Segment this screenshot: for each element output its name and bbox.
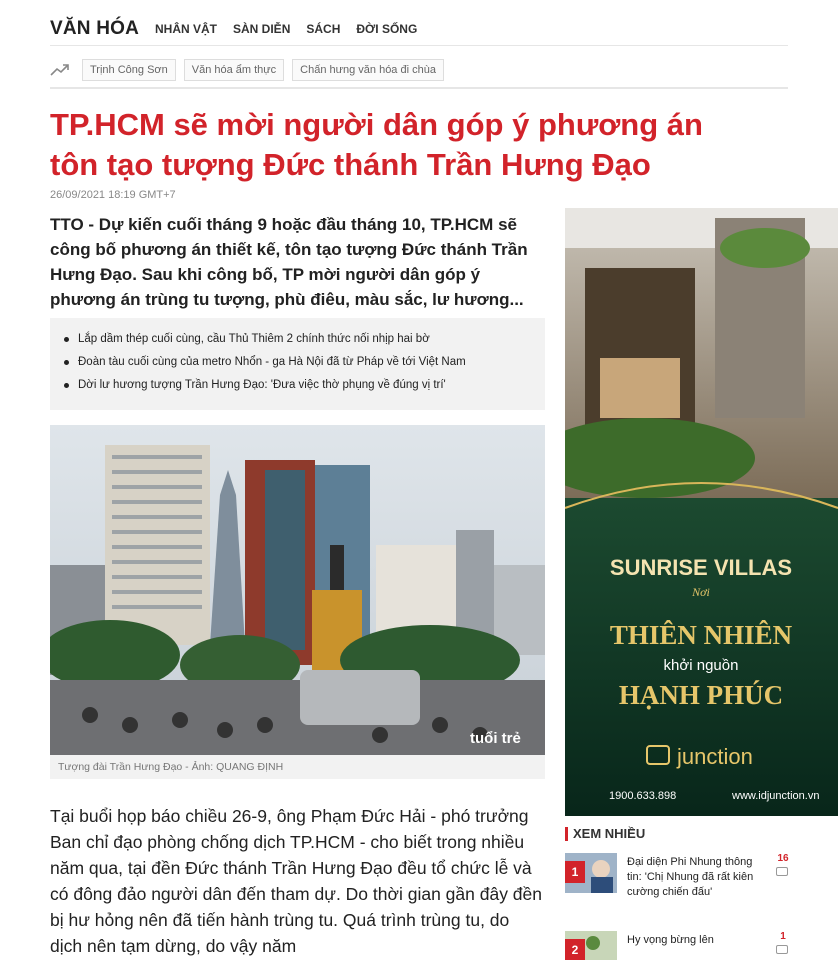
ad-website: www.idjunction.vn xyxy=(732,790,820,802)
photo-watermark: tuổi trẻ xyxy=(470,730,521,747)
article-date: 26/09/2021 18:19 GMT+7 xyxy=(50,189,176,201)
article-body: Tại buổi họp báo chiều 26-9, ông Phạm Đức Hải - phó trưởng Ban chỉ đạo phòng chống dịch TP.HCM - cho biết trong nhiều năm qua, tại đền Đức thánh Trần Hưng Đạo đều tổ chức lễ và có đông đảo người dân đến tham dự. Do thời gian gần đây đền bị hư hỏng nên đã tiến hành trùng tu. Quá trình trùng tu, do dịch nên tạm dừng, do vậy năm xyxy=(50,806,542,956)
related-link[interactable] xyxy=(62,374,545,397)
bullet-icon xyxy=(64,337,69,342)
most-viewed-title-text: XEM NHIỀU xyxy=(573,826,646,841)
section-title[interactable]: VĂN HÓA xyxy=(50,17,140,39)
title-accent-bar xyxy=(565,827,568,841)
article-photo[interactable] xyxy=(50,425,545,755)
ad-subline: khởi nguồn xyxy=(663,657,739,674)
most-viewed-link[interactable]: Đại diện Phi Nhung thông tin: 'Chị Nhung đã rất kiên cường chiến đấu' xyxy=(627,856,754,898)
related-link-text[interactable]: Lắp dầm thép cuối cùng, cầu Thủ Thiêm 2 chính thức nối nhịp hai bờ xyxy=(78,333,430,345)
comment-count[interactable] xyxy=(776,853,790,876)
related-articles xyxy=(50,318,545,410)
related-link-text[interactable]: Đoàn tàu cuối cùng của metro Nhổn - ga Hà Nội đã từ Pháp về tới Việt Nam xyxy=(78,356,466,368)
comment-count-value: 1 xyxy=(780,931,786,942)
related-link[interactable] xyxy=(62,351,545,374)
rank-badge: 1 xyxy=(565,861,585,883)
ad-brand-script: Nơi xyxy=(692,585,710,599)
most-viewed-link[interactable]: Hy vọng bừng lên xyxy=(627,934,714,946)
most-viewed-item[interactable] xyxy=(565,931,790,960)
ad-brand-title: SUNRISE VILLAS xyxy=(609,555,793,580)
related-link[interactable] xyxy=(62,328,545,351)
rank-badge: 2 xyxy=(565,939,585,960)
most-viewed-widget xyxy=(565,826,790,960)
comment-count[interactable] xyxy=(776,931,790,954)
comment-icon xyxy=(776,867,788,876)
advertisement-banner[interactable] xyxy=(565,208,838,816)
bullet-icon xyxy=(64,383,69,388)
city-photo-illustration xyxy=(50,425,545,755)
tag-van-hoa-am-thuc[interactable]: Văn hóa ẩm thực xyxy=(184,59,284,81)
most-viewed-title xyxy=(565,826,790,841)
ad-phone: 1900.633.898 xyxy=(609,790,677,802)
section-nav xyxy=(50,12,788,46)
comment-count-value: 16 xyxy=(777,853,789,864)
nav-item-nhan-vat[interactable]: NHÂN VẬT xyxy=(155,21,218,36)
bullet-icon xyxy=(64,360,69,365)
nav-item-san-dien[interactable]: SÀN DIỄN xyxy=(233,21,291,36)
photo-caption: Tượng đài Trần Hưng Đạo - Ảnh: QUANG ĐỊNH xyxy=(50,755,545,779)
nav-item-sach[interactable]: SÁCH xyxy=(306,21,341,36)
ad-logo-text: junction xyxy=(677,744,753,769)
tag-chan-hung-van-hoa[interactable]: Chấn hưng văn hóa đi chùa xyxy=(292,59,444,81)
ad-headline-2: HẠNH PHÚC xyxy=(618,680,784,710)
related-link-text[interactable]: Dời lư hương tượng Trần Hưng Đạo: 'Đưa việc thờ phụng về đúng vị trí' xyxy=(78,379,446,391)
trending-tags-bar xyxy=(50,53,788,89)
nav-item-doi-song[interactable]: ĐỜI SỐNG xyxy=(356,21,418,36)
ad-headline-1: THIÊN NHIÊN xyxy=(609,620,793,650)
article-sapo: TTO - Dự kiến cuối tháng 9 hoặc đầu tháng 10, TP.HCM sẽ công bố phương án thiết kế, tôn tạo tượng Đức thánh Trần Hưng Đạo. Sau khi công bố, TP mời người dân góp ý phương án trùng tu tượng, phù điêu, màu sắc, lư hương... xyxy=(50,215,528,309)
trending-icon xyxy=(50,63,70,77)
comment-icon xyxy=(776,945,788,954)
tag-trinh-cong-son[interactable]: Trịnh Công Sơn xyxy=(82,59,176,81)
article-headline: TP.HCM sẽ mời người dân góp ý phương án tôn tạo tượng Đức thánh Trần Hưng Đạo xyxy=(50,107,703,182)
most-viewed-item[interactable] xyxy=(565,853,790,925)
ad-artwork xyxy=(565,208,838,816)
